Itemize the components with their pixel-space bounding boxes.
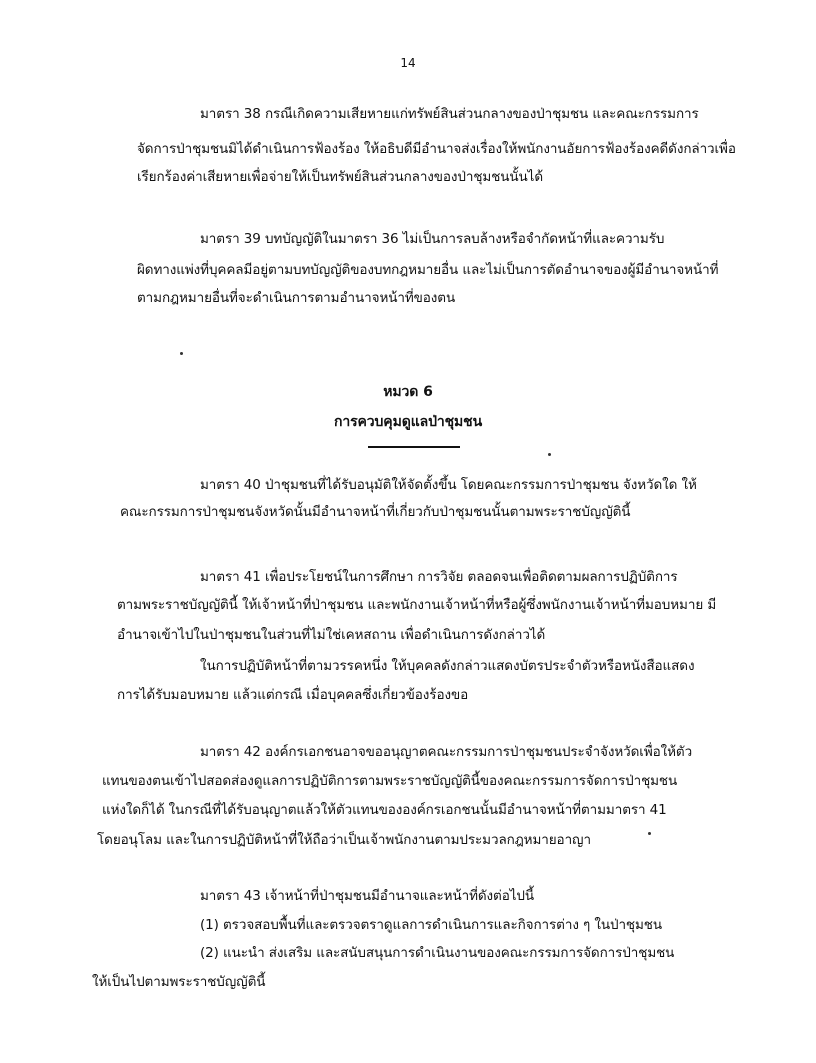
page-number: 14 [400, 56, 416, 70]
section-42-line-4: โดยอนุโลม และในการปฏิบัติหน้าที่ให้ถือว่าเป็นเจ้าพนักงานตามประมวลกฎหมายอาญา [97, 832, 591, 848]
section-41-line-5: การได้รับมอบหมาย แล้วแต่กรณี เมื่อบุคคลซึ่งเกี่ยวข้องร้องขอ [117, 687, 469, 703]
section-40-line-2: คณะกรรมการป่าชุมชนจังหวัดนั้นมีอำนาจหน้าที่เกี่ยวกับป่าชุมชนนั้นตามพระราชบัญญัตินี้ [120, 504, 631, 520]
section-43-line-1: มาตรา 43 เจ้าหน้าที่ป่าชุมชนมีอำนาจและหน้าที่ดังต่อไปนี้ [200, 888, 535, 904]
section-38-line-2: จัดการป่าชุมชนมิได้ดำเนินการฟ้องร้อง ให้อธิบดีมีอำนาจส่งเรื่องให้พนักงานอัยการฟ้องร้องคดีดังกล่าวเพื่อ [137, 141, 736, 157]
section-42-line-3: แห่งใดก็ได้ ในกรณีที่ได้รับอนุญาตแล้วให้ตัวแทนขององค์กรเอกชนนั้นมีอำนาจหน้าที่ตามมาตรา 41 [102, 802, 667, 818]
section-41-line-3: อำนาจเข้าไปในป่าชุมชนในส่วนที่ไม่ใช่เคหสถาน เพื่อดำเนินการดังกล่าวได้ [117, 627, 546, 643]
section-43-item-2: (2) แนะนำ ส่งเสริม และสนับสนุนการดำเนินงานของคณะกรรมการจัดการป่าชุมชน [200, 945, 675, 961]
chapter-underline [368, 446, 460, 448]
chapter-number: หมวด 6 [383, 384, 433, 400]
section-41-line-4: ในการปฏิบัติหน้าที่ตามวรรคหนึ่ง ให้บุคคลดังกล่าวแสดงบัตรประจำตัวหรือหนังสือแสดง [200, 658, 695, 674]
chapter-title: การควบคุมดูแลป่าชุมชน [333, 414, 483, 430]
section-38-line-3: เรียกร้องค่าเสียหายเพื่อจ่ายให้เป็นทรัพย์สินส่วนกลางของป่าชุมชนนั้นได้ [137, 169, 544, 185]
section-42-line-1: มาตรา 42 องค์กรเอกชนอาจขออนุญาตคณะกรรมการป่าชุมชนประจำจังหวัดเพื่อให้ตัว [200, 744, 693, 760]
section-41-line-2: ตามพระราชบัญญัตินี้ ให้เจ้าหน้าที่ป่าชุมชน และพนักงานเจ้าหน้าที่หรือผู้ซึ่งพนักงานเจ้าหน้าที่มอบหมาย มี [117, 597, 717, 613]
section-42-line-2: แทนของตนเข้าไปสอดส่องดูแลการปฏิบัติการตามพระราชบัญญัตินี้ของคณะกรรมการจัดการป่าชุมชน [102, 773, 678, 789]
section-43-item-1: (1) ตรวจสอบพื้นที่และตรวจตราดูแลการดำเนินการและกิจการต่าง ๆ ในป่าชุมชน [200, 917, 662, 933]
section-38-line-1: มาตรา 38 กรณีเกิดความเสียหายแก่ทรัพย์สินส่วนกลางของป่าชุมชน และคณะกรรมการ [200, 106, 699, 122]
section-43-line-4: ให้เป็นไปตามพระราชบัญญัตินี้ [92, 974, 266, 990]
section-41-line-1: มาตรา 41 เพื่อประโยชน์ในการศึกษา การวิจัย ตลอดจนเพื่อติดตามผลการปฏิบัติการ [200, 569, 678, 585]
section-39-line-1: มาตรา 39 บทบัญญัติในมาตรา 36 ไม่เป็นการลบล้างหรือจำกัดหน้าที่และความรับ [200, 231, 665, 247]
section-40-line-1: มาตรา 40 ป่าชุมชนที่ได้รับอนุมัติให้จัดตั้งขึ้น โดยคณะกรรมการป่าชุมชน จังหวัดใด ให้ [200, 477, 697, 493]
section-39-line-2: ผิดทางแพ่งที่บุคคลมีอยู่ตามบทบัญญัติของบทกฎหมายอื่น และไม่เป็นการตัดอำนาจของผู้มีอำนาจหน้าที่ [137, 262, 719, 278]
scan-speck [548, 453, 551, 456]
scan-speck [648, 832, 651, 835]
section-39-line-3: ตามกฎหมายอื่นที่จะดำเนินการตามอำนาจหน้าที่ของตน [137, 290, 456, 306]
scan-speck [180, 352, 183, 355]
